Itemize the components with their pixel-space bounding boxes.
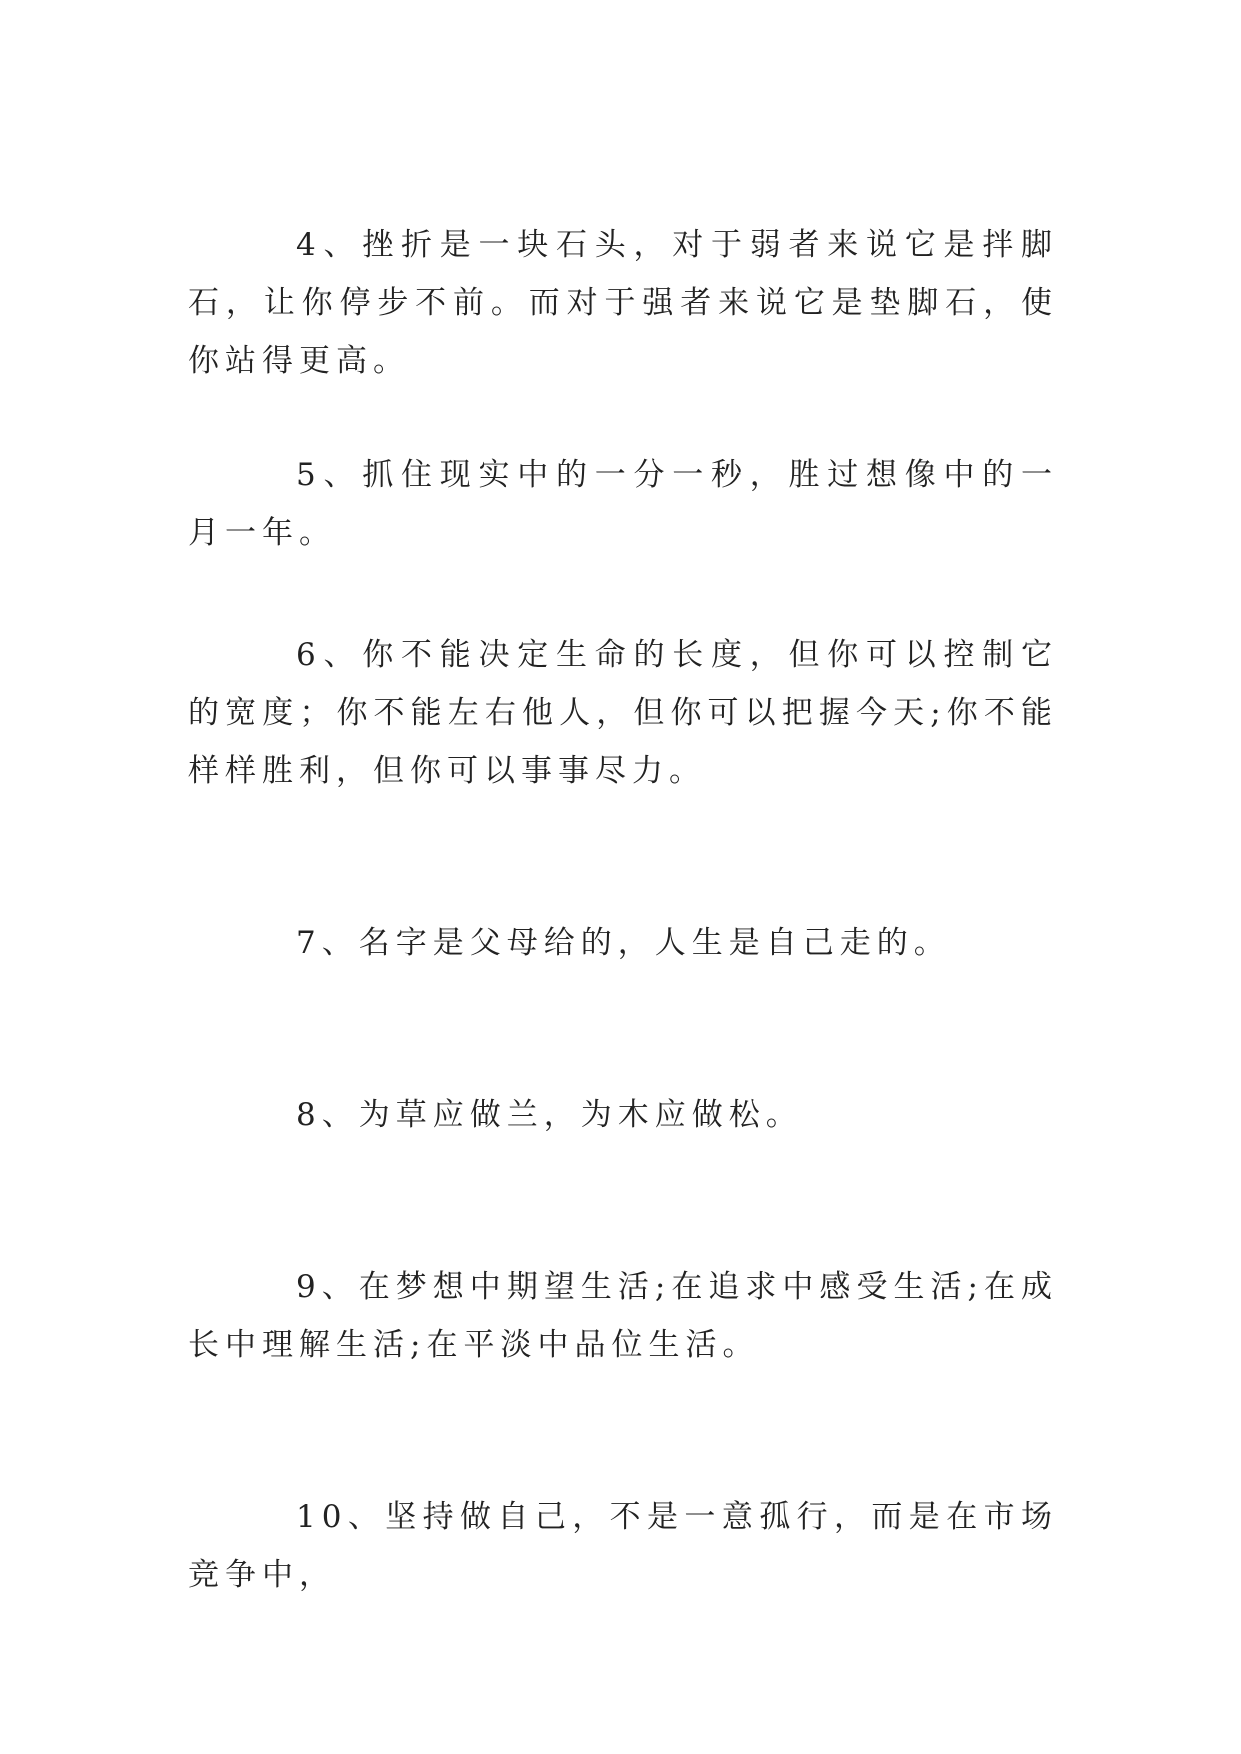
paragraph-7: 7、名字是父母给的，人生是自己走的。 <box>296 925 951 961</box>
paragraph-8: 8、为草应做兰，为木应做松。 <box>296 1097 803 1133</box>
paragraph-9: 9、在梦想中期望生活;在追求中感受生活;在成长中理解生活;在平淡中品位生活。 <box>188 1269 1058 1363</box>
paragraph-6: 6、你不能决定生命的长度，但你可以控制它的宽度；你不能左右他人，但你可以把握今天;你不能样样胜利，但你可以事事尽力。 <box>188 637 1058 789</box>
paragraph-5: 5、抓住现实中的一分一秒，胜过想像中的一月一年。 <box>188 457 1058 551</box>
paragraph-10: 10、坚持做自己，不是一意孤行，而是在市场竞争中， <box>188 1499 1058 1593</box>
paragraph-4: 4、挫折是一块石头，对于弱者来说它是拌脚石，让你停步不前。而对于强者来说它是垫脚石，使你站得更高。 <box>188 227 1058 379</box>
